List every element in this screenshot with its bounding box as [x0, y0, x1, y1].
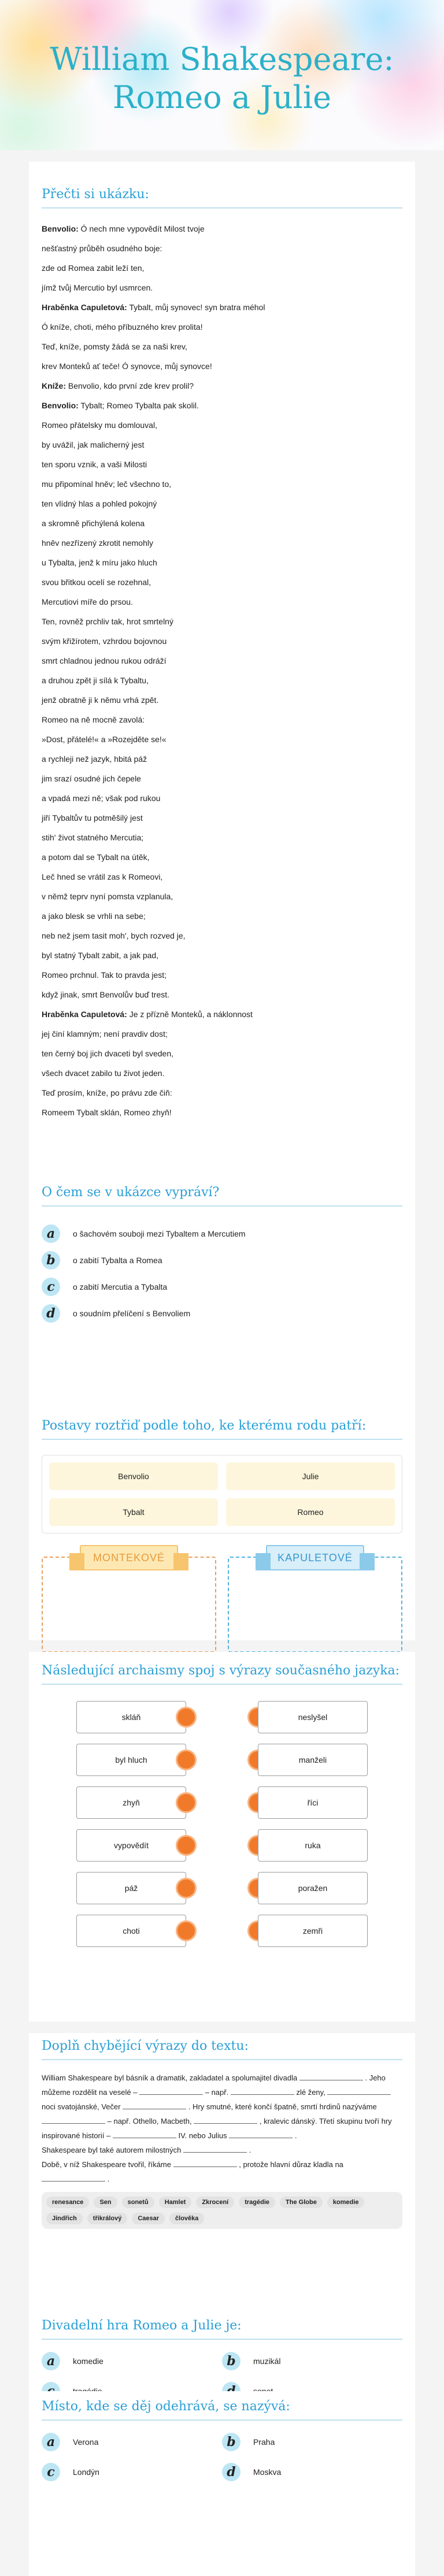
- draggable-chip[interactable]: Benvolio: [49, 1462, 218, 1490]
- line-text: Romeo přátelsky mu domlouval,: [42, 420, 157, 430]
- reading-line: [42, 278, 402, 297]
- line-text: a vpadá mezi ně; však pod rukou: [42, 794, 161, 803]
- archaism-box[interactable]: vypovědít: [76, 1829, 186, 1862]
- line-text: krev Monteků ať teče! Ó synovce, můj synovce!: [42, 362, 212, 371]
- match-row: [29, 1872, 415, 1915]
- blank-input[interactable]: [123, 2101, 186, 2109]
- line-text: a potom dal se Tybalt na útěk,: [42, 853, 150, 862]
- speaker-name: Kníže:: [42, 381, 66, 390]
- reading-text: [29, 209, 415, 1122]
- line-text: byl statný Tybalt zabit, a jak pad,: [42, 951, 159, 960]
- sort-items: [42, 1455, 402, 1533]
- option-text: o šachovém souboji mezi Tybaltem a Mercutiem: [73, 1229, 246, 1238]
- option-letter: a: [42, 2433, 60, 2451]
- fill-text-part: .: [249, 2146, 251, 2154]
- reading-line: [42, 376, 402, 396]
- line-text: když jinak, smrt Benvolův buď trest.: [42, 990, 170, 999]
- fill-text-part: , kralevic dánský. Třetí skupinu tvoří hry inspirované historií –: [42, 2117, 392, 2140]
- fill-text-part: – např.: [205, 2088, 229, 2097]
- answer-option-c[interactable]: [42, 1274, 402, 1300]
- reading-line: [42, 572, 402, 592]
- reading-line: [42, 1044, 402, 1063]
- line-text: Romeem Tybalt sklán, Romeo zhyň!: [42, 1108, 172, 1117]
- option-text: o zabití Tybalta a Romea: [73, 1256, 162, 1265]
- modern-word-box[interactable]: říci: [258, 1786, 368, 1819]
- reading-line: [42, 887, 402, 906]
- line-text: Mercutiovi míře do prsou.: [42, 597, 133, 606]
- reading-line: [42, 729, 402, 749]
- line-text: Teď prosím, kníže, po právu zde čiň:: [42, 1088, 172, 1097]
- match-heading: Následující archaismy spoj s výrazy současného jazyka:: [42, 1663, 402, 1685]
- line-text: nešťastný průběh osudného boje:: [42, 244, 162, 253]
- question-story-section: [29, 1176, 415, 1447]
- line-text: ten sporu vznik, a vaši Milosti: [42, 460, 147, 469]
- fill-text-part: .: [107, 2175, 110, 2183]
- modern-word-box[interactable]: ruka: [258, 1829, 368, 1862]
- fill-text-part: – např. Othello, Macbeth,: [107, 2117, 192, 2125]
- fill-text-part: William Shakespeare byl básník a dramatik, zakladatel a spolumajitel divadla: [42, 2074, 298, 2082]
- answer-option-c[interactable]: [42, 2459, 222, 2485]
- word-chip[interactable]: tragédie: [239, 2197, 275, 2208]
- line-text: ten černý boj jich dvaceti byl sveden,: [42, 1049, 174, 1058]
- answer-option-b[interactable]: [222, 2429, 402, 2455]
- draggable-chip[interactable]: Romeo: [226, 1498, 395, 1526]
- match-pairs: [29, 1701, 415, 1957]
- reading-line: [42, 906, 402, 926]
- reading-line: [42, 219, 402, 239]
- line-text: a druhou zpět ji sílá k Tybaltu,: [42, 676, 149, 685]
- fill-text-part: noci svatojánské, Večer: [42, 2102, 121, 2111]
- line-text: jim srazí osudné jich čepele: [42, 774, 141, 783]
- connector-dot[interactable]: [176, 1749, 197, 1770]
- question-genre-section: [29, 2310, 415, 2391]
- reading-line: [42, 1024, 402, 1044]
- reading-heading: Přečti si ukázku:: [42, 187, 402, 209]
- option-text: o zabití Mercutia a Tybalta: [73, 1282, 168, 1291]
- reading-line: [42, 926, 402, 945]
- question-place-heading: Místo, kde se děj odehrává, se nazývá:: [42, 2399, 402, 2421]
- blank-input[interactable]: [299, 2072, 363, 2080]
- line-text: a rychleji než jazyk, hbitá páž: [42, 754, 147, 764]
- line-text: »Dost, přátelé!« a »Rozejděte se!«: [42, 735, 166, 744]
- line-text: svým křižírotem, vzhrdou bojovnou: [42, 636, 167, 646]
- word-chip[interactable]: sonetů: [122, 2197, 154, 2208]
- line-text: Ó nech mne vypovědít Milost tvoje: [78, 224, 205, 233]
- word-chip[interactable]: třikrálový: [87, 2213, 128, 2224]
- reading-line: [42, 317, 402, 337]
- reading-line: [42, 651, 402, 671]
- line-text: ten vlídný hlas a pohled pokojný: [42, 499, 157, 508]
- answer-option-b[interactable]: [222, 2348, 402, 2374]
- option-text: komedie: [73, 2357, 103, 2366]
- word-chip[interactable]: Caesar: [132, 2213, 165, 2224]
- fill-text-part: . Hry smutné, které končí špatně, smrtí hrdinů nazýváme: [188, 2102, 377, 2111]
- blank-input[interactable]: [194, 2116, 257, 2124]
- reading-line: [42, 749, 402, 769]
- option-letter: d: [222, 2463, 240, 2481]
- line-text: smrt chladnou jednou rukou odráží: [42, 656, 166, 665]
- reading-line: [42, 258, 402, 278]
- word-chip[interactable]: Hamlet: [159, 2197, 192, 2208]
- archaism-box[interactable]: zhyň: [76, 1786, 186, 1819]
- sort-section: [29, 1409, 415, 1640]
- question-story-heading: O čem se v ukázce vypráví?: [42, 1185, 402, 1207]
- speaker-name: Benvolio:: [42, 401, 79, 410]
- reading-line: [42, 474, 402, 494]
- blank-input[interactable]: [327, 2087, 391, 2095]
- line-text: Ó kníže, choti, mého příbuzného krev prolita!: [42, 322, 203, 332]
- modern-word-box[interactable]: neslyšel: [258, 1701, 368, 1733]
- line-text: Tybalt, můj synovec! syn bratra méhol: [127, 303, 265, 312]
- fill-text: [42, 2071, 402, 2186]
- reading-line: [42, 297, 402, 317]
- modern-word-box[interactable]: poražen: [258, 1872, 368, 1904]
- reading-line: [42, 945, 402, 965]
- answer-options: [29, 1220, 415, 1327]
- reading-line: [42, 1004, 402, 1024]
- modern-word-box[interactable]: manželi: [258, 1744, 368, 1776]
- fill-heading: Doplň chybějící výrazy do textu:: [42, 2039, 402, 2060]
- bin-label-kapuletove: KAPULETOVÉ: [266, 1545, 364, 1570]
- option-letter: d: [42, 1304, 60, 1323]
- sort-heading: Postavy roztřiď podle toho, ke kterému rodu patří:: [42, 1419, 402, 1440]
- blank-input[interactable]: [183, 2145, 247, 2153]
- line-text: Romeo prchnul. Tak to pravda jest;: [42, 970, 167, 980]
- line-text: zde od Romea zabit leží ten,: [42, 263, 145, 273]
- reading-line: [42, 965, 402, 985]
- drop-zone-kapuletove[interactable]: [228, 1551, 402, 1652]
- word-chip[interactable]: Zkrocení: [196, 2197, 234, 2208]
- reading-line: [42, 710, 402, 729]
- answer-option-a[interactable]: [42, 2348, 222, 2374]
- reading-line: [42, 337, 402, 356]
- line-text: Tybalt; Romeo Tybalta pak skolil.: [78, 401, 199, 410]
- speaker-name: Benvolio:: [42, 224, 79, 233]
- line-text: Benvolio, kdo první zde krev prolil?: [66, 381, 194, 390]
- answer-options: [42, 2429, 402, 2485]
- connector-dot[interactable]: [176, 1792, 197, 1813]
- line-text: a skromně přichýlená kolena: [42, 519, 145, 528]
- bin-label-montekove: MONTEKOVÉ: [80, 1545, 178, 1570]
- reading-line: [42, 847, 402, 867]
- line-text: svou břitkou ocelí se rozehnal,: [42, 578, 151, 587]
- line-text: jiří Tybaltův tu potměšilý jest: [42, 813, 143, 822]
- reading-line: [42, 828, 402, 847]
- word-chip[interactable]: The Globe: [280, 2197, 323, 2208]
- line-text: v němž teprv nyní pomsta vzplanula,: [42, 892, 173, 901]
- archaism-box[interactable]: páž: [76, 1872, 186, 1904]
- question-place-section: [29, 2391, 415, 2576]
- word-chip[interactable]: člověka: [169, 2213, 204, 2224]
- reading-line: [42, 553, 402, 572]
- reading-line: [42, 239, 402, 258]
- reading-line: [42, 631, 402, 651]
- line-text: mu připomínal hněv; leč všechno to,: [42, 479, 172, 489]
- blank-input[interactable]: [229, 2130, 293, 2138]
- modern-word-box[interactable]: zemři: [258, 1915, 368, 1947]
- reading-line: [42, 513, 402, 533]
- option-letter: a: [42, 1224, 60, 1243]
- fill-text-part: Shakespeare byl také autorem milostných: [42, 2146, 182, 2154]
- header-banner: [0, 0, 444, 150]
- archaism-box[interactable]: byl hluch: [76, 1744, 186, 1776]
- blank-input[interactable]: [139, 2087, 203, 2095]
- word-chip[interactable]: renesance: [46, 2197, 89, 2208]
- line-text: by uvážil, jak malicherný jest: [42, 440, 145, 449]
- connector-dot[interactable]: [176, 1878, 197, 1899]
- speaker-name: Hraběnka Capuletová:: [42, 303, 127, 312]
- connector-dot[interactable]: [176, 1920, 197, 1941]
- line-text: u Tybalta, jenž k míru jako hluch: [42, 558, 157, 567]
- match-row: [29, 1829, 415, 1872]
- fill-text-part: IV. nebo Julius: [178, 2131, 227, 2140]
- fill-text-part: . Jeho můžeme rozdělit na veselé –: [42, 2074, 386, 2097]
- answer-option-d[interactable]: [42, 1300, 402, 1327]
- reading-line: [42, 808, 402, 828]
- option-letter: b: [42, 1251, 60, 1270]
- line-text: stih' život statného Mercutia;: [42, 833, 144, 842]
- answer-option-a[interactable]: [42, 1220, 402, 1247]
- drop-zone-montekove[interactable]: [42, 1551, 216, 1652]
- reading-line: [42, 612, 402, 631]
- line-text: jímž tvůj Mercutio byl usmrcen.: [42, 283, 153, 292]
- reading-line: [42, 494, 402, 513]
- line-text: jej činí klamným; není pravdiv dost;: [42, 1029, 168, 1038]
- reading-line: [42, 533, 402, 553]
- reading-line: [42, 769, 402, 788]
- option-letter: a: [42, 2352, 60, 2370]
- option-text: Verona: [73, 2437, 99, 2447]
- reading-line: [42, 396, 402, 415]
- option-text: Moskva: [253, 2467, 282, 2477]
- reading-line: [42, 985, 402, 1004]
- line-text: a jako blesk se vrhli na sebe;: [42, 911, 146, 921]
- match-section: [29, 1652, 415, 2022]
- blank-input[interactable]: [173, 2159, 237, 2167]
- question-genre-heading: Divadelní hra Romeo a Julie je:: [42, 2318, 402, 2340]
- speaker-name: Hraběnka Capuletová:: [42, 1010, 127, 1019]
- option-text: o soudním přelíčení s Benvoliem: [73, 1309, 191, 1318]
- option-letter: c: [42, 1278, 60, 1296]
- line-text: Leč hned se vrátil zas k Romeovi,: [42, 872, 163, 881]
- fill-text-part: .: [294, 2131, 297, 2140]
- draggable-chip[interactable]: Julie: [226, 1462, 395, 1490]
- match-row: [29, 1786, 415, 1829]
- reading-line: [42, 435, 402, 455]
- match-row: [29, 1744, 415, 1786]
- reading-line: [42, 1063, 402, 1083]
- option-text: Londýn: [73, 2467, 99, 2477]
- word-chip[interactable]: Sen: [94, 2197, 117, 2208]
- match-row: [29, 1915, 415, 1957]
- reading-line: [42, 415, 402, 435]
- blank-input[interactable]: [231, 2087, 294, 2095]
- reading-line: [42, 1103, 402, 1122]
- reading-line: [42, 455, 402, 474]
- line-text: Je z přízně Monteků, a náklonnost: [127, 1010, 253, 1019]
- word-chip[interactable]: Jindřich: [46, 2213, 83, 2224]
- blank-input[interactable]: [42, 2173, 105, 2182]
- draggable-chip[interactable]: Tybalt: [49, 1498, 218, 1526]
- reading-line: [42, 867, 402, 887]
- page-title: William Shakespeare: Romeo a Julie: [50, 41, 394, 116]
- line-text: všech dvacet zabilo tu život jeden.: [42, 1069, 165, 1078]
- archaism-box[interactable]: choti: [76, 1915, 186, 1947]
- reading-line: [42, 1083, 402, 1103]
- option-letter: b: [222, 2433, 240, 2451]
- answer-option-d[interactable]: [222, 2459, 402, 2485]
- connector-dot[interactable]: [176, 1835, 197, 1856]
- reading-line: [42, 592, 402, 612]
- reading-line: [42, 788, 402, 808]
- line-text: hněv nezřízený zkrotit nemohly: [42, 538, 153, 548]
- line-text: neb než jsem tasit moh', bych rozved je,: [42, 931, 186, 940]
- word-bank: [42, 2192, 402, 2229]
- option-text: Praha: [253, 2437, 275, 2447]
- answer-option-a[interactable]: [42, 2429, 222, 2455]
- reading-line: [42, 671, 402, 690]
- connector-dot[interactable]: [176, 1707, 197, 1728]
- match-row: [29, 1701, 415, 1744]
- line-text: Teď, kníže, pomsty žádá se za naši krev,: [42, 342, 187, 351]
- fill-text-part: , protože hlavní důraz kladla na: [239, 2160, 343, 2169]
- reading-section: [29, 162, 415, 1176]
- option-letter: b: [222, 2352, 240, 2370]
- option-text: muzikál: [253, 2357, 281, 2366]
- reading-line: [42, 690, 402, 710]
- option-letter: c: [42, 2463, 60, 2481]
- fill-text-part: Době, v níž Shakespeare tvořil, říkáme: [42, 2160, 171, 2169]
- reading-line: [42, 356, 402, 376]
- answer-option-b[interactable]: [42, 1247, 402, 1274]
- line-text: Ten, rovněž prchliv tak, hrot smrtelný: [42, 617, 173, 626]
- blank-input[interactable]: [113, 2130, 176, 2138]
- blank-input[interactable]: [42, 2116, 105, 2124]
- line-text: Romeo na ně mocně zavolá:: [42, 715, 145, 724]
- word-chip[interactable]: komedie: [327, 2197, 365, 2208]
- line-text: jenž obratně ji k němu vrhá zpět.: [42, 695, 159, 705]
- fill-text-part: zlé ženy,: [296, 2088, 325, 2097]
- archaism-box[interactable]: skláň: [76, 1701, 186, 1733]
